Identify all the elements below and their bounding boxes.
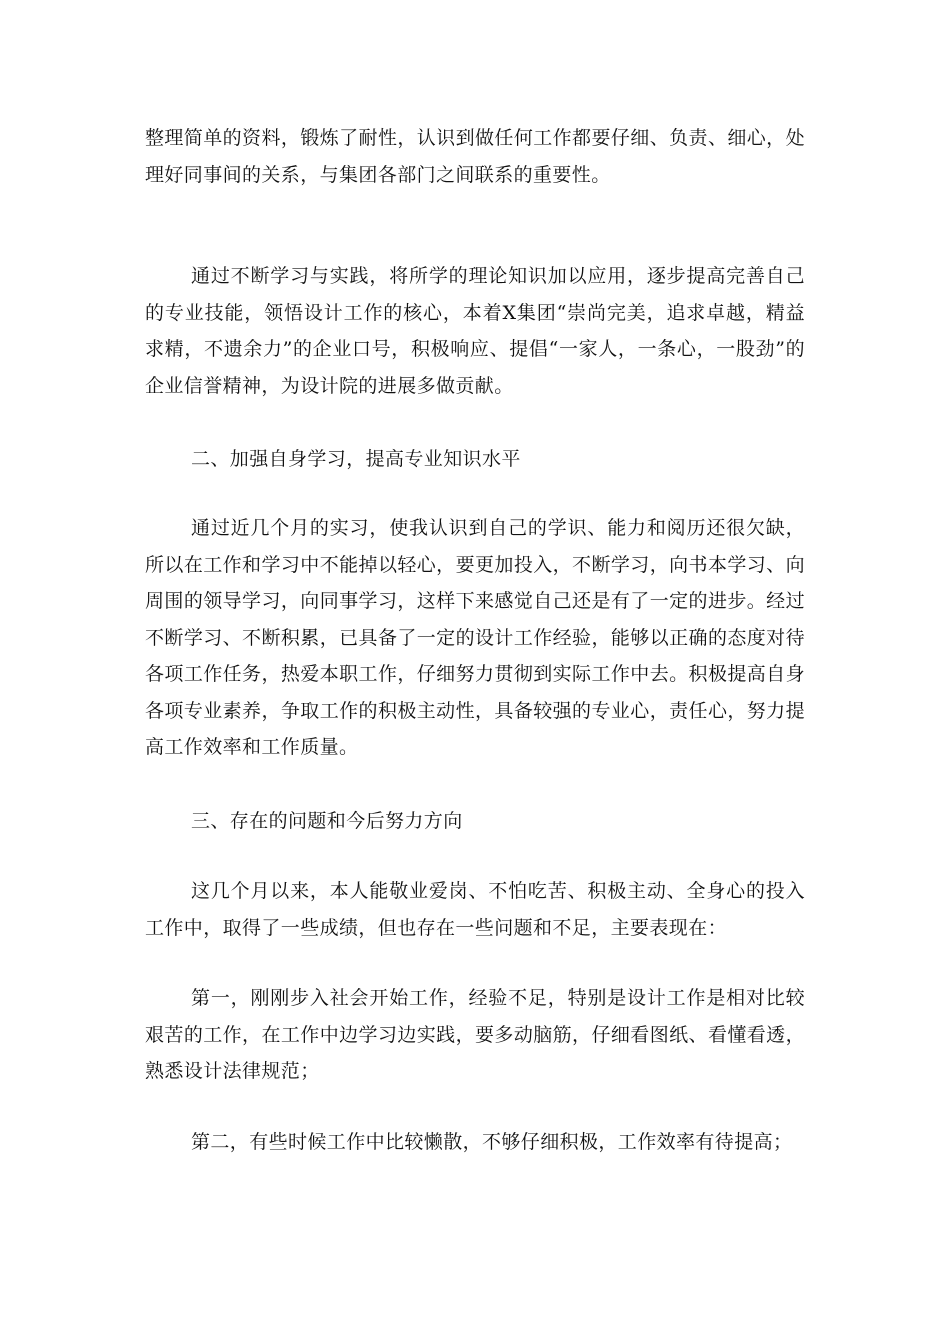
paragraph-self-study: 通过近几个月的实习，使我认识到自己的学识、能力和阅历还很欠缺，所以在工作和学习中不能掉以轻心，要更加投入，不断学习，向书本学习、向周围的领导学习，向同事学习，这样下来感觉自己还是有了一定的进步。经过不断学习、不断积累，已具备了一定的设计工作经验，能够以正确的态度对待各项工作任务，热爱本职工作，仔细努力贯彻到实际工作中去。积极提高自身各项专业素养，争取工作的积极主动性，具备较强的专业心，责任心，努力提高工作效率和工作质量。 bbox=[145, 517, 805, 758]
paragraph-problems-intro: 这几个月以来，本人能敬业爱岗、不怕吃苦、积极主动、全身心的投入工作中，取得了一些成绩，但也存在一些问题和不足，主要表现在： bbox=[145, 880, 805, 939]
paragraph-first-point: 第一，刚刚步入社会开始工作，经验不足，特别是设计工作是相对比较艰苦的工作，在工作中边学习边实践，要多动脑筋，仔细看图纸、看懂看透，熟悉设计法律规范； bbox=[145, 987, 805, 1082]
section-heading-3: 三、存在的问题和今后努力方向 bbox=[191, 810, 463, 832]
paragraph-second-point: 第二，有些时候工作中比较懒散，不够仔细积极，工作效率有待提高； bbox=[191, 1131, 793, 1153]
paragraph-learning-practice: 通过不断学习与实践，将所学的理论知识加以应用，逐步提高完善自己的专业技能，领悟设计工作的核心，本着X集团“崇尚完美，追求卓越，精益求精，不遗余力”的企业口号，积极响应、提倡“一家人，一条心，一股劲”的企业信誉精神，为设计院的进展多做贡献。 bbox=[145, 265, 805, 397]
section-heading-2: 二、加强自身学习，提高专业知识水平 bbox=[191, 448, 521, 470]
paragraph-continuation: 整理简单的资料，锻炼了耐性，认识到做任何工作都要仔细、负责、细心，处理好同事间的关系，与集团各部门之间联系的重要性。 bbox=[145, 127, 805, 186]
